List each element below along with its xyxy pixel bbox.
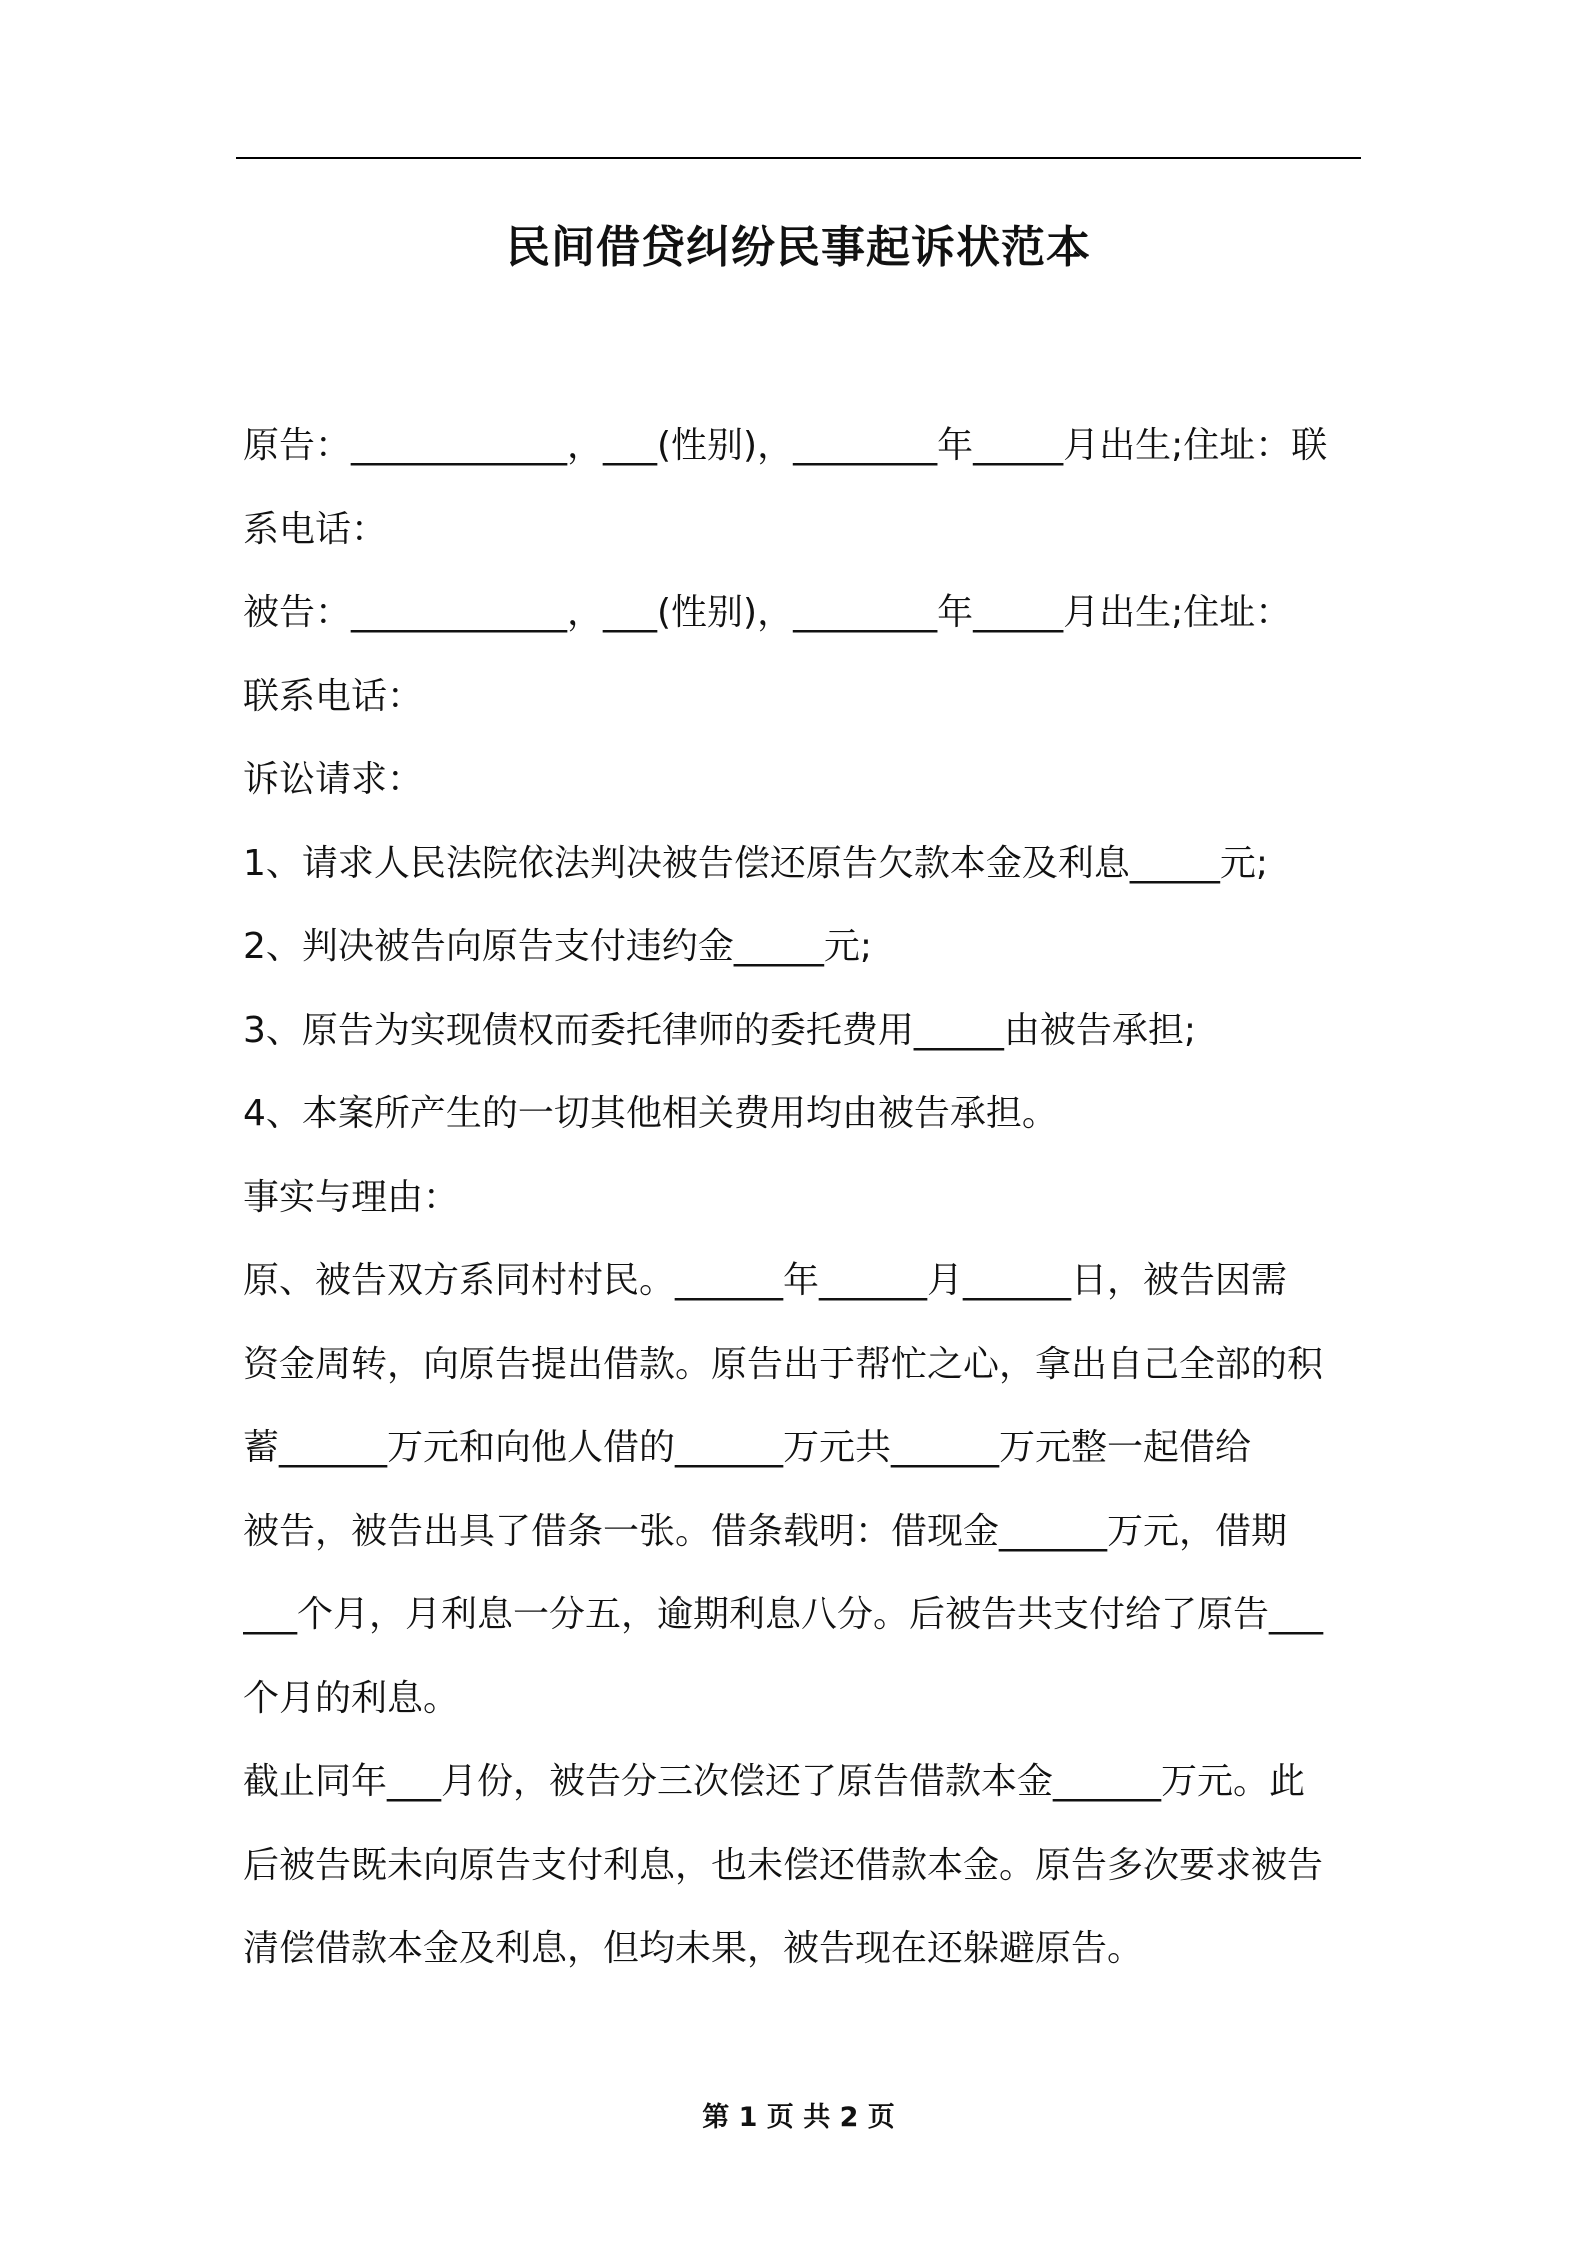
plaintiff-line: 原告：____________，___(性别)，________年_____月出生;住址：联	[243, 425, 1328, 466]
facts-paragraph-2-line-1: 截止同年___月份，被告分三次偿还了原告借款本金______万元。此	[243, 1761, 1306, 1802]
facts-paragraph-1-line-3: 蓄______万元和向他人借的______万元共______万元整一起借给	[243, 1427, 1252, 1468]
claim-item-3: 3、原告为实现债权而委托律师的委托费用_____由被告承担;	[243, 1009, 1197, 1051]
facts-paragraph-1-line-1: 原、被告双方系同村村民。______年______月______日，被告因需	[243, 1260, 1288, 1301]
facts-paragraph-1-line-2: 资金周转，向原告提出借款。原告出于帮忙之心，拿出自己全部的积	[243, 1343, 1324, 1385]
claim-item-2: 2、判决被告向原告支付违约金_____元;	[243, 926, 873, 967]
claims-heading: 诉讼请求：	[243, 759, 424, 800]
facts-heading: 事实与理由：	[243, 1176, 460, 1218]
document-body	[243, 404, 1358, 1991]
claim-item-4: 4、本案所产生的一切其他相关费用均由被告承担。	[243, 1093, 1058, 1134]
plaintiff-line-continued: 系电话：	[243, 508, 388, 550]
page-number-footer: 第 1 页 共 2 页	[702, 2102, 895, 2133]
facts-paragraph-2-line-2: 后被告既未向原告支付利息，也未偿还借款本金。原告多次要求被告	[243, 1844, 1324, 1886]
claim-item-1: 1、请求人民法院依法判决被告偿还原告欠款本金及利息_____元;	[243, 842, 1269, 884]
defendant-line-continued: 联系电话：	[243, 675, 424, 717]
defendant-line: 被告：____________，___(性别)，________年_____月出生;住址：	[243, 592, 1292, 633]
facts-paragraph-1-line-4: 被告，被告出具了借条一张。借条载明：借现金______万元，借期	[243, 1510, 1288, 1552]
facts-paragraph-1-line-5: ___个月，月利息一分五，逾期利息八分。后被告共支付给了原告___	[243, 1594, 1324, 1635]
header-rule	[236, 157, 1361, 159]
facts-paragraph-2-line-3: 清偿借款本金及利息，但均未果，被告现在还躲避原告。	[243, 1928, 1144, 1969]
facts-paragraph-1-line-6: 个月的利息。	[243, 1677, 460, 1719]
document-title: 民间借贷纠纷民事起诉状范本	[506, 222, 1091, 273]
